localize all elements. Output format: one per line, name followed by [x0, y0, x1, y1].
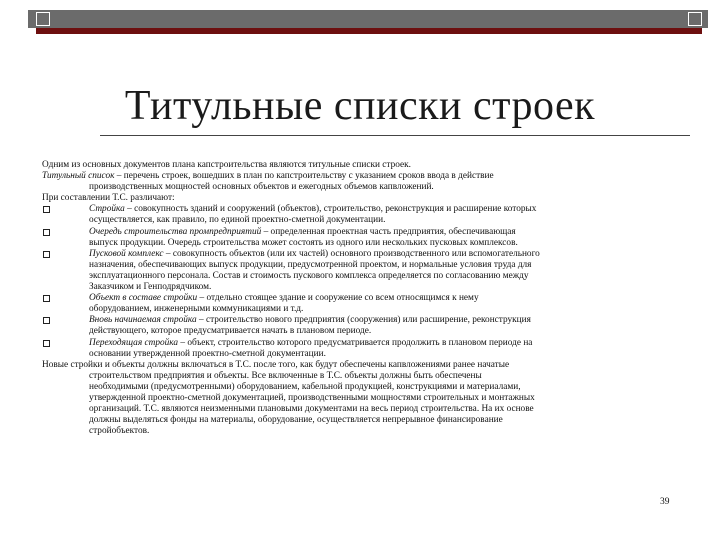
closing-cont: необходимыми (предусмотренными) оборудованием, кабельной продукцией, конструкциями и материалами,: [89, 381, 521, 392]
item-text: – строительство нового предприятия (сооружения) или расширение, реконструкция: [196, 315, 531, 326]
item-text: – объект, строительство которого предусматривается продолжить в плановом периоде на: [178, 337, 533, 348]
item-term: Переходящая стройка: [89, 337, 179, 348]
item-cont: основании утвержденной проектно-сметной документации.: [89, 348, 326, 359]
header-square-left-icon: [36, 12, 50, 26]
item-cont: выпуск продукции. Очередь строительства может состоять из одного или нескольких пусковых комплексов.: [89, 237, 518, 248]
item-text: – совокупность объектов (или их частей) основного производственного или вспомогательного: [163, 248, 540, 259]
intro-line: Одним из основных документов плана капстроительства являются титульные списки строек.: [42, 160, 411, 170]
item-cont: осуществляется, как правило, по единой проектно-сметной документации.: [89, 215, 386, 226]
item-term: Очередь строительства промпредприятий: [89, 226, 262, 237]
item-text: – совокупность зданий и сооружений (объектов), строительство, реконструкция и расширение которых: [124, 204, 537, 215]
title-divider: [100, 135, 690, 136]
square-bullet-icon: [43, 317, 50, 324]
item-term: Стройка: [89, 204, 125, 215]
list-item: [42, 293, 670, 304]
square-bullet-icon: [43, 229, 50, 236]
definition-text: – перечень строек, вошедших в план по капстроительству с указанием сроков ввода в действие: [114, 171, 494, 182]
item-cont: действующего, которое предусматривается начать в плановом периоде.: [89, 326, 372, 337]
slide-title: Титульные списки строек: [124, 83, 596, 129]
closing-cont: строительством предприятия и объекты. Все включенные в Т.С. объекты должны быть обеспечены: [89, 370, 482, 381]
closing-cont: утвержденной проектно-сметной документацией, производственными мощностями строительных и монтажных: [89, 392, 535, 403]
item-text: – отдельно стоящее здание и сооружение со всем относящимся к нему: [197, 293, 479, 304]
definition-term: Титульный список: [42, 171, 115, 182]
list-item: [42, 338, 670, 349]
item-term: Вновь начинаемая стройка: [89, 315, 197, 326]
page-number: 39: [660, 497, 670, 507]
slide-body: [42, 160, 670, 437]
definition-line: [42, 171, 670, 182]
item-cont: оборудованием, инженерными коммуникациями и т.д.: [89, 304, 304, 315]
closing-line: Новые стройки и объекты должны включаться в Т.С. после того, как будут обеспечены капвложениями ранее начатые: [42, 359, 510, 370]
closing-cont: должны выделяться фонды на материалы, оборудование, осуществляется непрерывное финансирование: [89, 415, 503, 426]
closing-cont: организаций. Т.С. являются неизменными плановыми документами на весь период строительства. На их основе: [89, 404, 534, 415]
square-bullet-icon: [43, 206, 50, 213]
list-item: [42, 315, 670, 326]
item-cont: эксплуатационного персонала. Состав и стоимость пускового комплекса определяется по согласованию между: [89, 270, 529, 281]
item-cont: назначения, обеспечивающих выпуск продукции, предусмотренной проектом, и нормальные условия труда для: [89, 259, 532, 270]
list-item: [42, 227, 670, 238]
header-bar: [28, 10, 708, 28]
list-item: [42, 249, 670, 260]
header-accent-bar: [36, 28, 702, 34]
list-intro: При составлении Т.С. различают:: [42, 193, 175, 204]
item-term: Пусковой комплекс: [89, 248, 164, 259]
square-bullet-icon: [43, 340, 50, 347]
closing-cont: стройобъектов.: [89, 426, 150, 437]
item-term: Объект в составе стройки: [89, 293, 198, 304]
list-item: [42, 204, 670, 215]
definition-cont: производственных мощностей основных объектов и ежегодных объемов капвложений.: [89, 182, 434, 193]
item-text: – определенная проектная часть предприятия, обеспечивающая: [261, 226, 516, 237]
item-cont: Заказчиком и Генподрядчиком.: [89, 282, 212, 293]
square-bullet-icon: [43, 251, 50, 258]
square-bullet-icon: [43, 295, 50, 302]
header-square-right-icon: [688, 12, 702, 26]
